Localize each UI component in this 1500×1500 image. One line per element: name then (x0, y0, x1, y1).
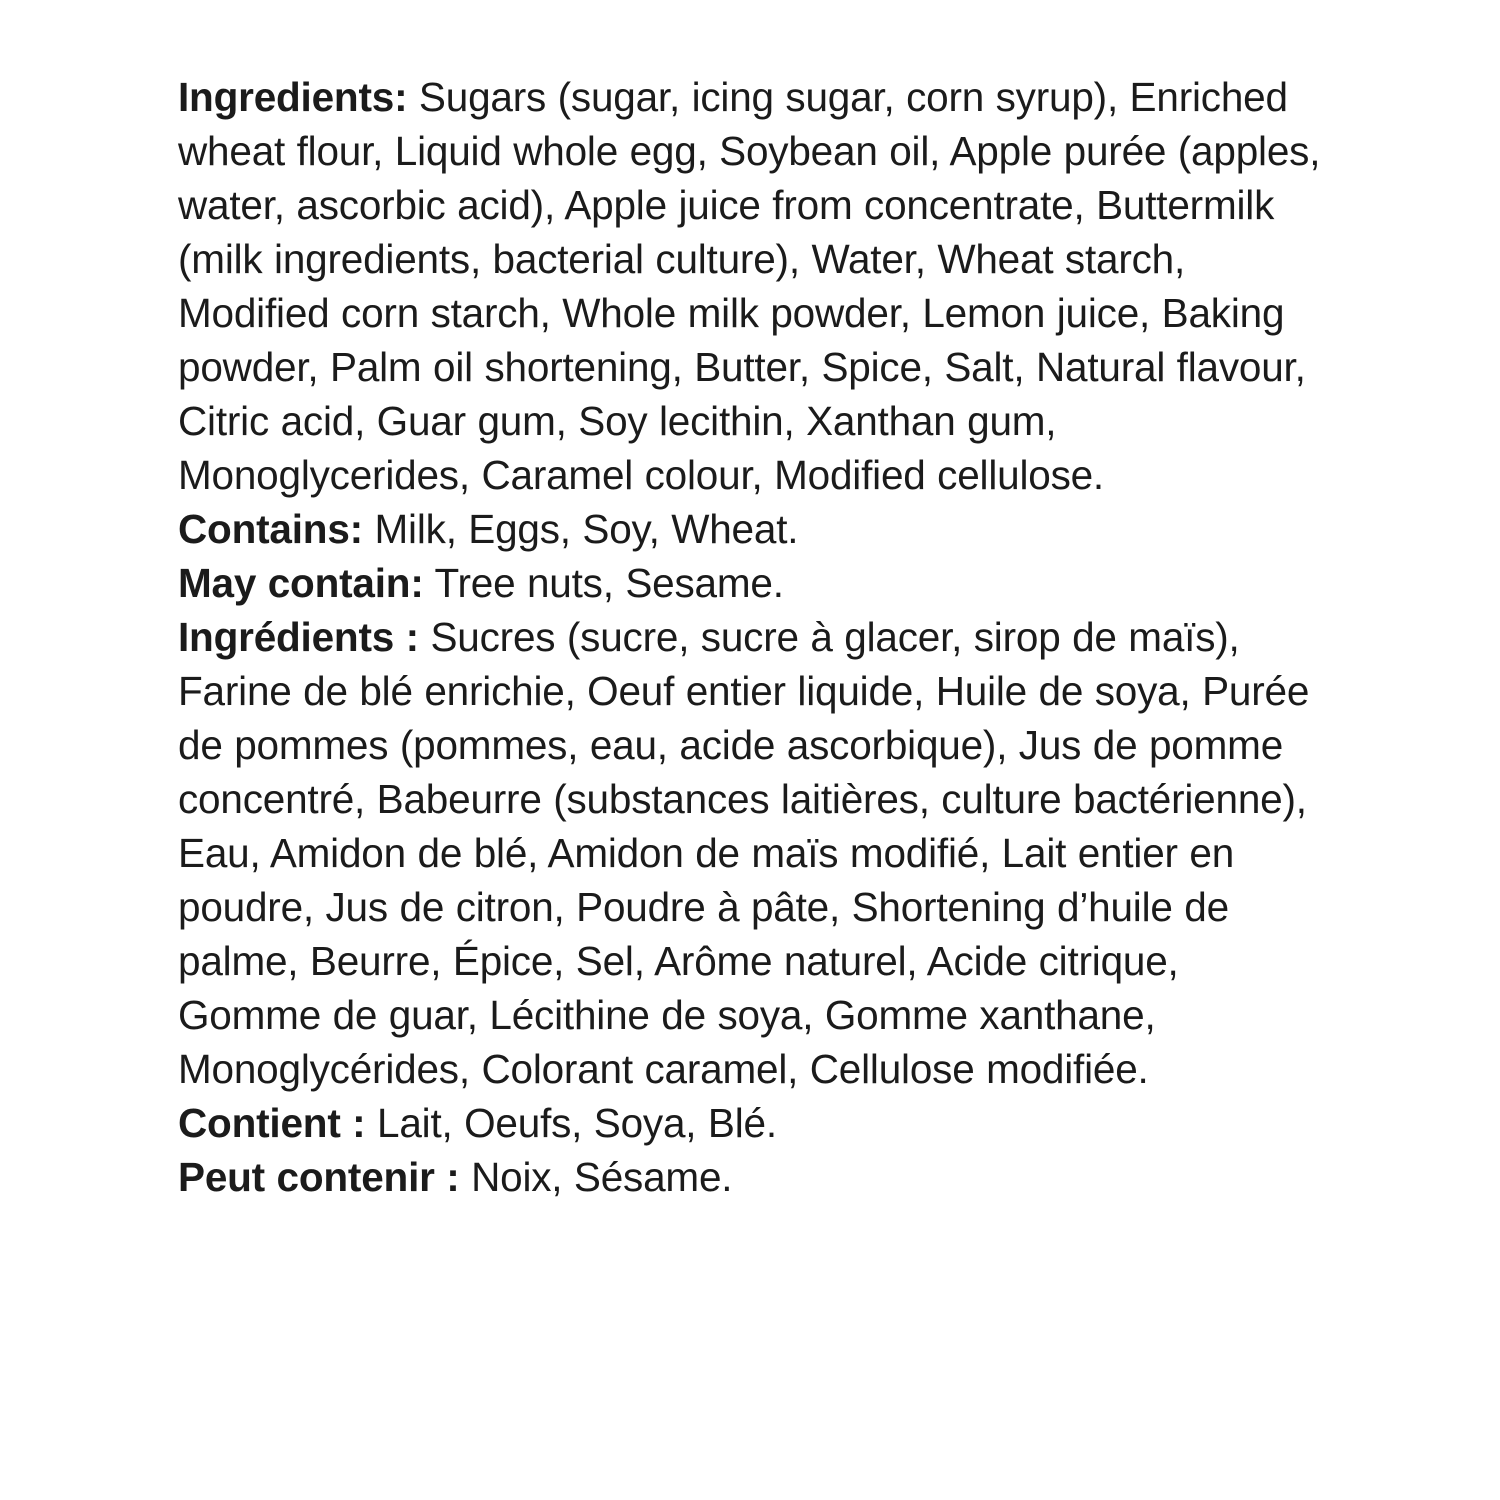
french-may-contain-heading: Peut contenir : (178, 1154, 460, 1200)
english-contains-text: Milk, Eggs, Soy, Wheat. (362, 506, 799, 552)
french-ingredients-heading: Ingrédients : (178, 614, 419, 660)
french-contains-text: Lait, Oeufs, Soya, Blé. (365, 1100, 777, 1146)
english-ingredients-heading: Ingredients: (178, 74, 408, 120)
french-may-contain-paragraph (178, 1150, 1325, 1204)
english-may-contain-text: Tree nuts, Sesame. (423, 560, 784, 606)
english-may-contain-paragraph (178, 556, 1325, 610)
french-contains-heading: Contient : (178, 1100, 366, 1146)
english-may-contain-heading: May contain: (178, 560, 424, 606)
english-contains-heading: Contains: (178, 506, 363, 552)
french-ingredients-paragraph (178, 610, 1325, 1096)
english-contains-paragraph (178, 502, 1325, 556)
english-ingredients-text: Sugars (sugar, icing sugar, corn syrup), Enriched wheat flour, Liquid whole egg, Soybean oil, Apple purée (apples, water, ascorbic acid), Apple juice from concentrate, Buttermilk (milk ingredients, bacterial culture), Water, Wheat starch, Modified corn starch, Whole milk powder, Lemon juice, Baking powder, Palm oil shortening, Butter, Spice, Salt, Natural flavour, Citric acid, Guar gum, Soy lecithin, Xanthan gum, Monoglycerides, Caramel colour, Modified cellulose. (178, 74, 1321, 498)
french-ingredients-text: Sucres (sucre, sucre à glacer, sirop de maïs), Farine de blé enrichie, Oeuf entier liquide, Huile de soya, Purée de pommes (pommes, eau, acide ascorbique), Jus de pomme concentré, Babeurre (substances laitières, culture bactérienne), Eau, Amidon de blé, Amidon de maïs modifié, Lait entier en poudre, Jus de citron, Poudre à pâte, Shortening d’huile de palme, Beurre, Épice, Sel, Arôme naturel, Acide citrique, Gomme de guar, Lécithine de soya, Gomme xanthane, Monoglycérides, Colorant caramel, Cellulose modifiée. (178, 614, 1310, 1092)
french-contains-paragraph (178, 1096, 1325, 1150)
french-may-contain-text: Noix, Sésame. (459, 1154, 733, 1200)
english-ingredients-paragraph (178, 70, 1325, 502)
